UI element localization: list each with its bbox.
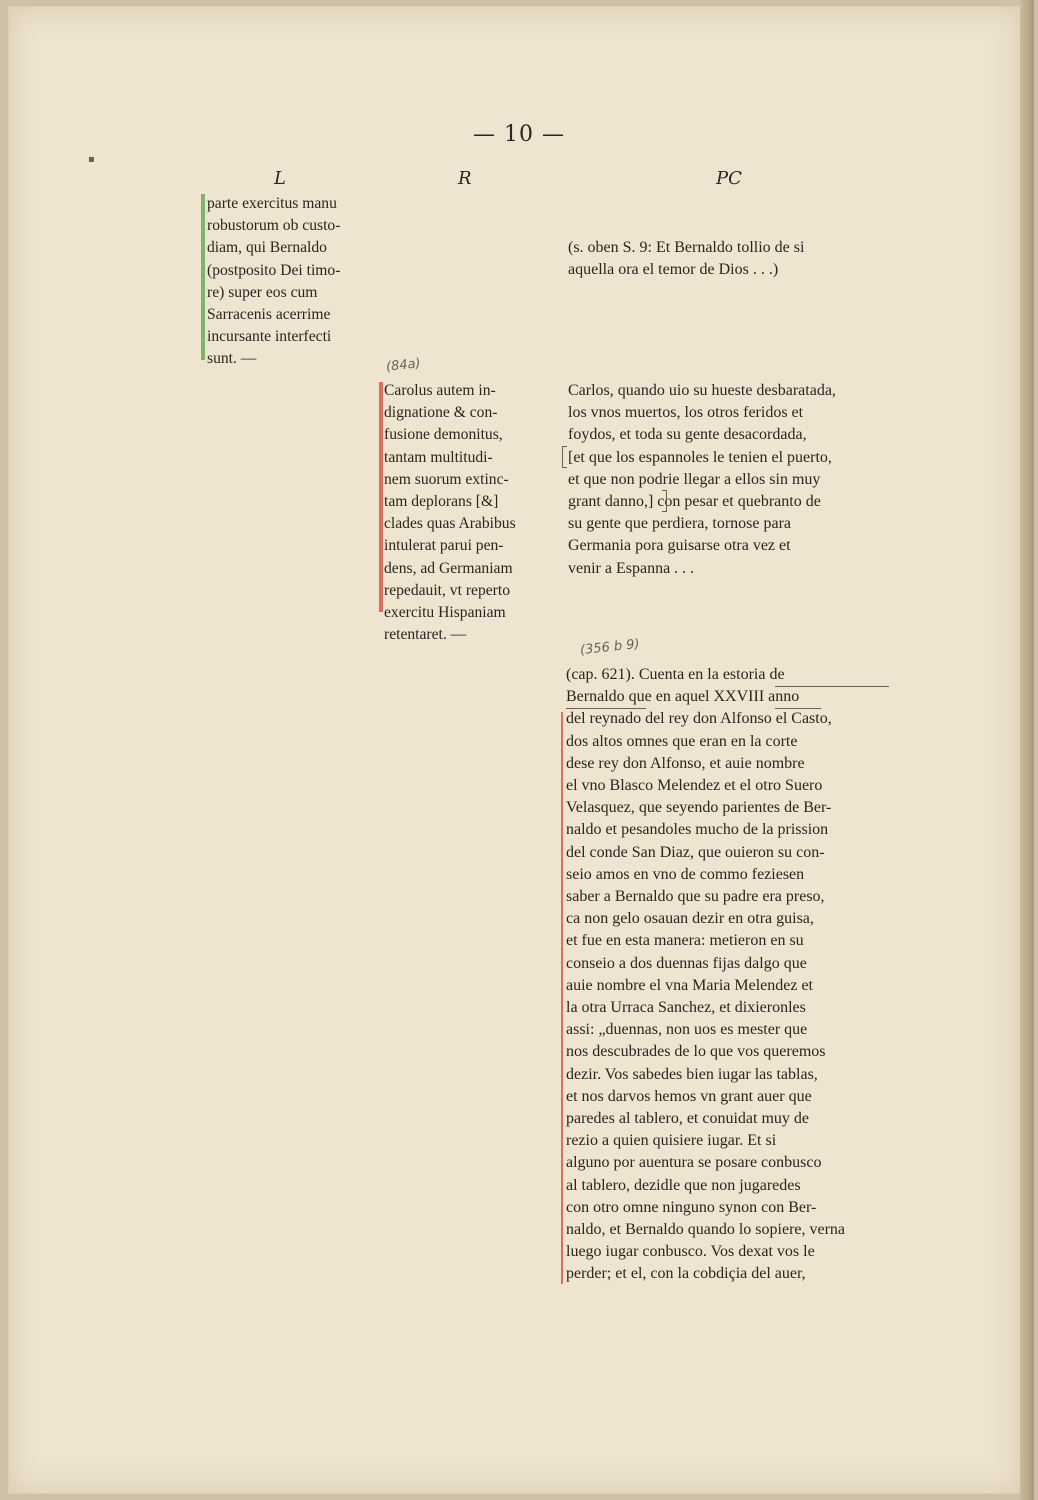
page-number: — 10 — [473,122,565,147]
right-column-passage-carlos: Carlos, quando uio su hueste desbaratada, los vnos muertos, los otros feridos et foydos, et toda su gente desacordada, [et que los espannoles le tenien el puerto, et que non podrie llegar a ellos sin muy grant danno,] con pesar et quebranto de su gente que perdiera, tornose para Germania pora guisarse otra vez et venir a Espanna . . . [568,382,836,577]
left-column-text: parte exercitus manu robustorum ob custo- diam, qui Bernaldo (postposito Dei timo- re) super eos cum Sarracenis acerrime incursante interfecti sunt. — [207,195,341,368]
page-edge [1020,0,1034,1500]
document-page [8,6,1022,1494]
pencil-bracket-open [562,446,567,468]
right-column-reference: (s. oben S. 9: Et Bernaldo tollio de si aquella ora el temor de Dios . . .) [568,239,805,279]
pencil-underline-xxviii [775,708,821,709]
pencil-bracket-close [662,490,667,512]
column-heading-middle: R [458,168,472,189]
red-margin-line [561,712,563,1284]
right-column-passage-cap-621: (cap. 621). Cuenta en la estoria de Bernaldo que en aquel XXVIII anno del reynado del rey don Alfonso el Casto, dos altos omnes que eran en la corte dese rey don Alfonso, et auie nombre el vno Blasco Melendez et el otro Suero Velasquez, que seyendo parientes de Ber- naldo et pesandoles mucho de la prission del conde San Diaz, que ouieron su con- seio amos en vno de commo feziesen saber a Bernaldo que su padre era preso, ca non gelo osauan dezir en otra guisa, et fue en esta manera: metieron en su conseio a dos duennas fijas dalgo que auie nombre el vna Maria Melendez et la otra Urraca Sanchez, et dixieronles assi: „duennas, non uos es mester que nos descubrades de lo que vos queremos dezir. Vos sabedes bien iugar las tablas, et nos darvos hemos vn grant auer que paredes al tablero, et conuidat muy de rezio a quien quisiere iugar. Et si alguno por auentura se posare conbusco al tablero, dezidle que non jugaredes con otro omne ninguno synon con Ber- naldo, et Bernaldo quando lo sopiere, verna luego iugar conbusco. Vos dexat vos le perder; et el, con la cobdiçia del auer, [566,666,846,1283]
pencil-underline-estoria [775,686,889,687]
column-heading-right: PC [716,168,742,189]
pencil-annotation-356b9: (356 b 9) [579,636,641,659]
middle-column-text: Carolus autem in- dignatione & con- fusione demonitus, tantam multitudi- nem suorum extinc- tam deplorans [&] clades quas Arabibus intulerat parui pen- dens, ad Germaniam repedauit, vt reperto exercitu Hispaniam retentaret. — [384,382,516,644]
green-margin-mark [201,194,205,360]
column-heading-left: L [274,168,286,189]
ink-speck: ▪ [88,154,95,165]
pencil-annotation-84a: (84a) [385,356,422,375]
red-margin-mark [379,382,383,612]
pencil-underline-bernaldo [566,708,646,709]
